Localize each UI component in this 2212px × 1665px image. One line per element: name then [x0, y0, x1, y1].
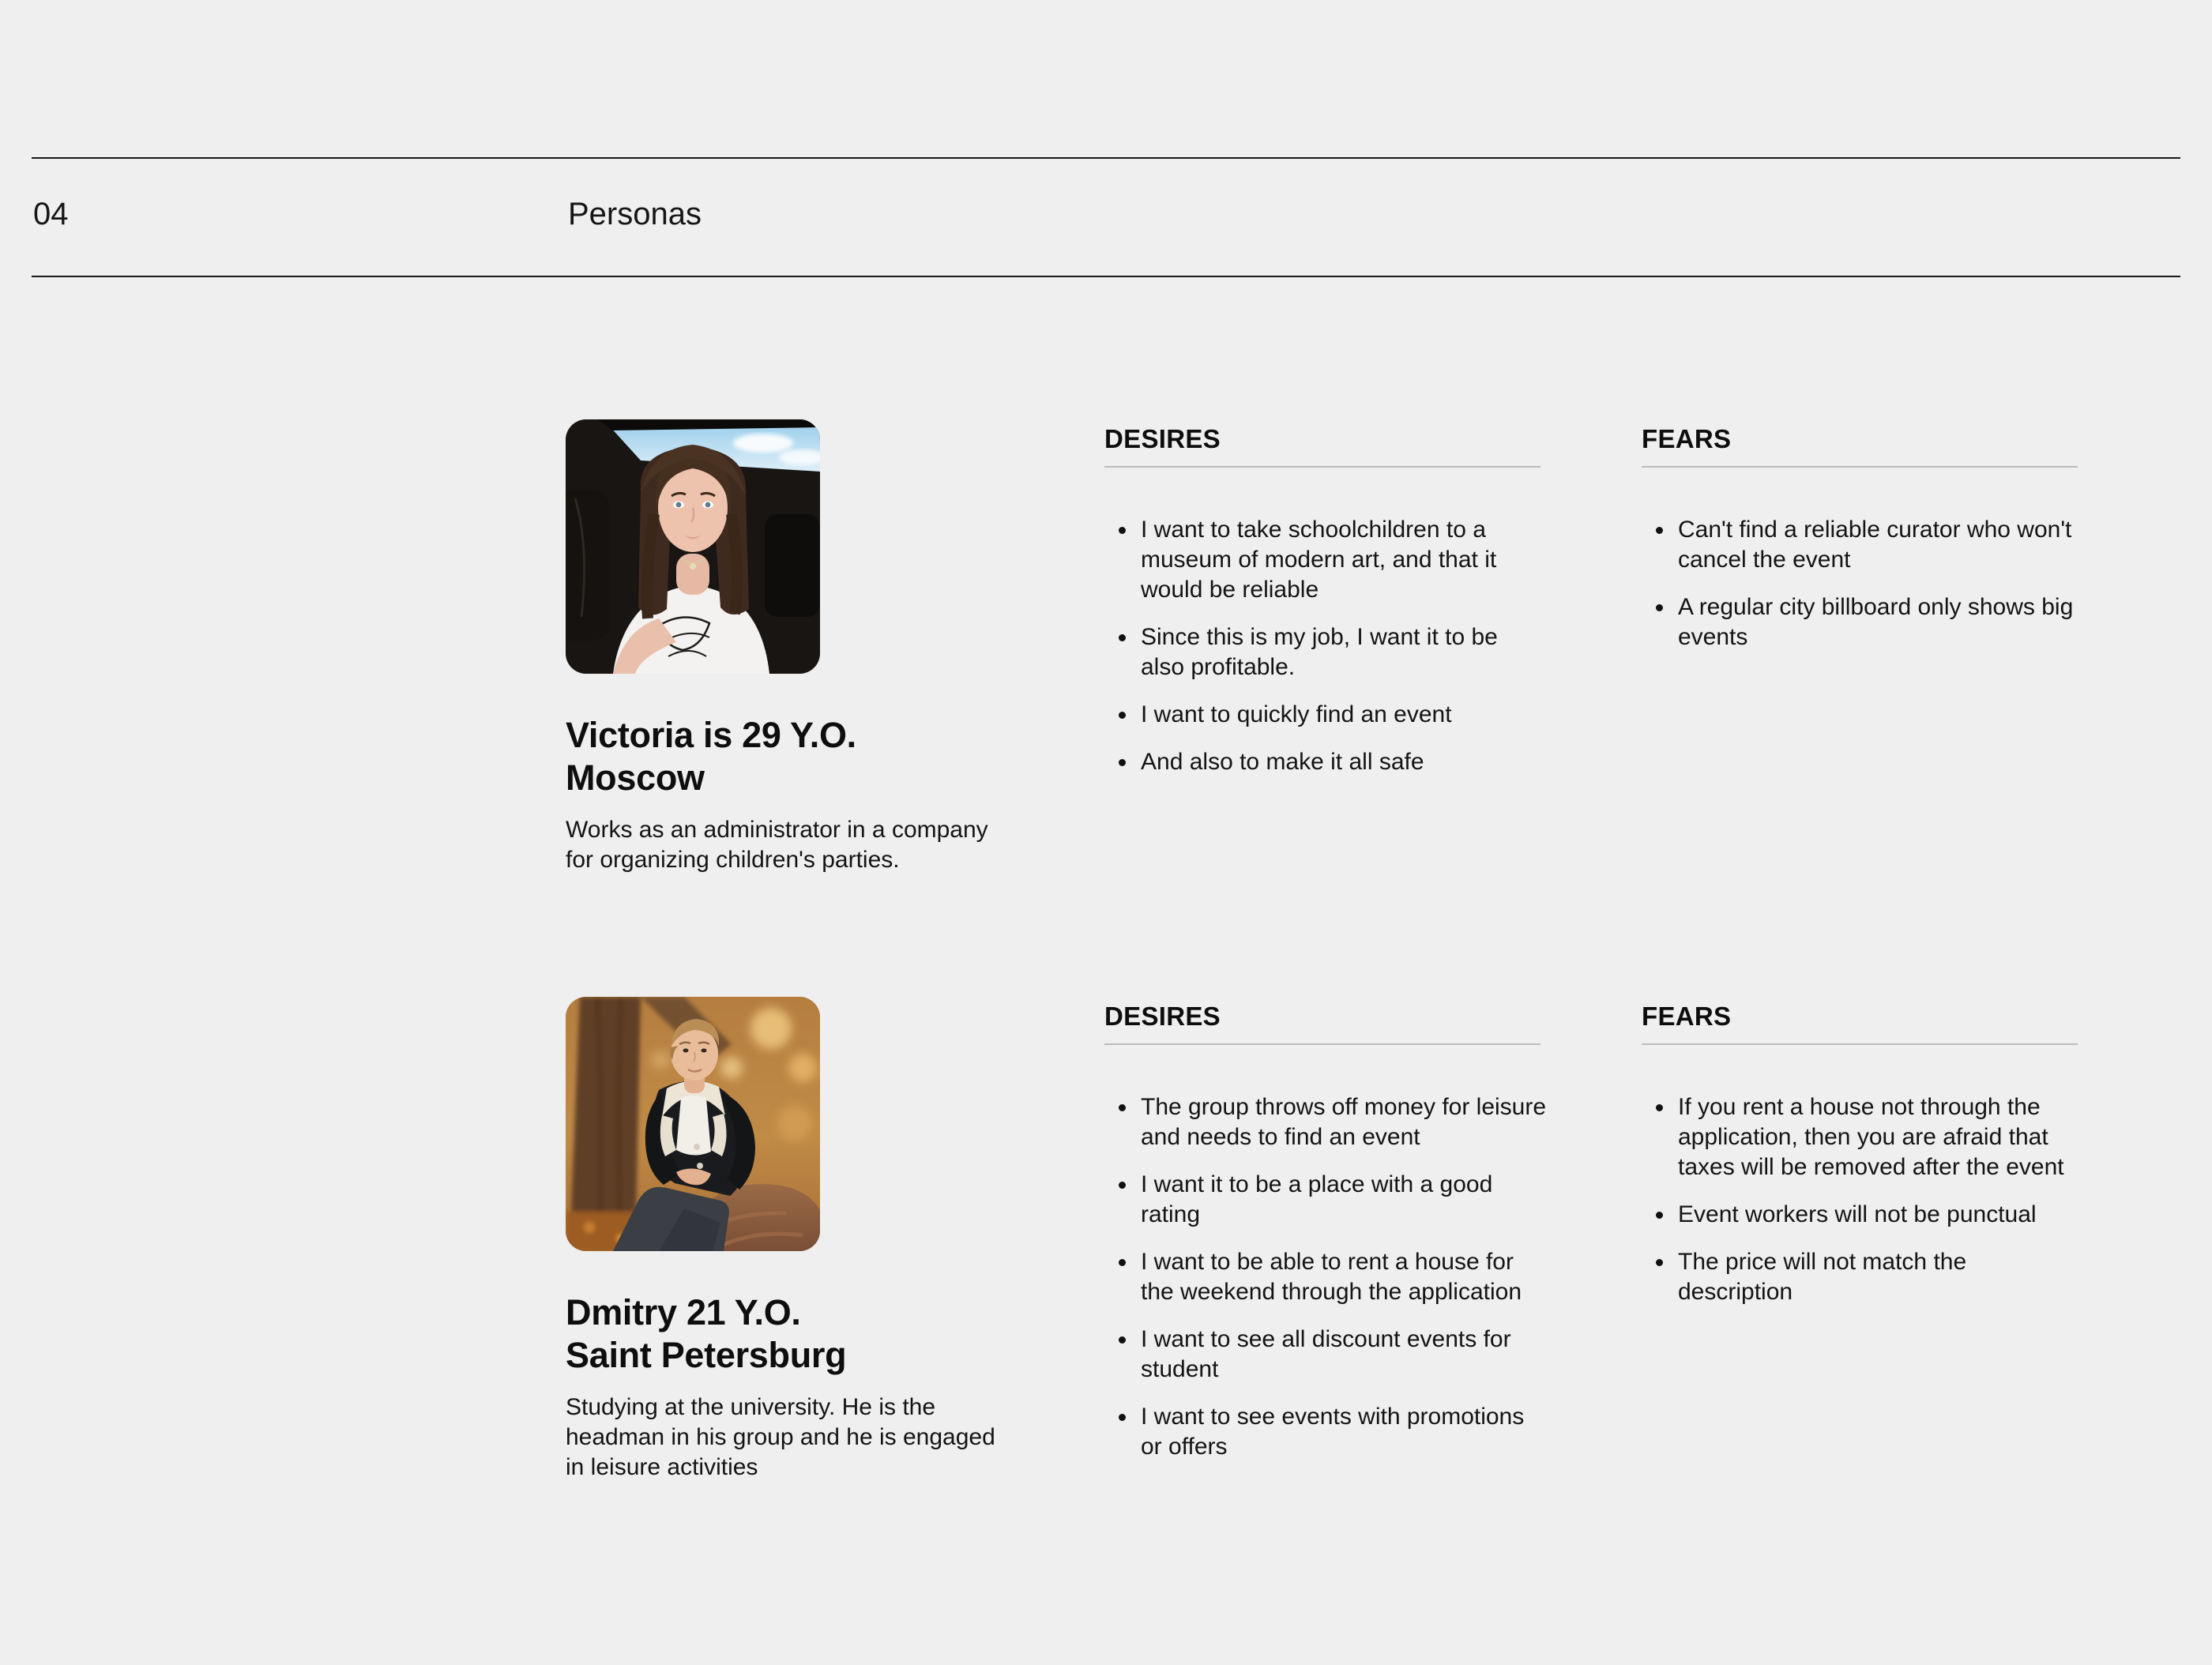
fears-list — [1642, 515, 2084, 652]
bullet-item: The group throws off money for leisure and needs to find an event — [1104, 1092, 1547, 1152]
desires-divider — [1104, 466, 1540, 468]
bullet-item: I want to quickly find an event — [1104, 700, 1547, 730]
persona-profile — [566, 419, 1013, 875]
desires-heading: DESIRES — [1104, 424, 1221, 453]
section-title: Personas — [568, 197, 702, 231]
bullet-item: I want to take schoolchildren to a museum of modern art, and that it would be reliable — [1104, 515, 1547, 605]
desires-heading: DESIRES — [1104, 1002, 1221, 1031]
persona-description: Studying at the university. He is the headman in his group and he is engaged in leisure activities — [566, 1394, 995, 1480]
persona-name-line: Victoria is 29 Y.O. — [566, 715, 856, 755]
bullet-item: If you rent a house not through the application, then you are afraid that taxes will be removed after the event — [1642, 1092, 2084, 1182]
bullet-item: A regular city billboard only shows big events — [1642, 592, 2084, 652]
desires-divider — [1104, 1043, 1540, 1045]
desires-list — [1104, 1092, 1547, 1462]
fears-divider — [1642, 466, 2078, 468]
bullet-item: Since this is my job, I want it to be also profitable. — [1104, 622, 1547, 682]
woman-car-selfie-illustration — [566, 419, 820, 674]
persona-name-line: Dmitry 21 Y.O. — [566, 1292, 801, 1332]
victoria-photo — [566, 419, 820, 674]
header-bottom-divider — [32, 276, 2180, 277]
fears-list — [1642, 1092, 2084, 1307]
bullet-item: I want to be able to rent a house for the weekend through the application — [1104, 1247, 1547, 1307]
bullet-item: And also to make it all safe — [1104, 747, 1547, 777]
fears-heading: FEARS — [1642, 424, 1732, 453]
dmitry-photo — [566, 997, 820, 1251]
persona-description: Works as an administrator in a company for organizing children's parties. — [566, 817, 988, 873]
fears-section — [1642, 419, 2084, 670]
bullet-item: I want it to be a place with a good rating — [1104, 1170, 1547, 1230]
persona-name — [566, 714, 1013, 799]
man-autumn-park-illustration — [566, 997, 820, 1251]
desires-section — [1104, 419, 1547, 795]
persona-name — [566, 1291, 1013, 1377]
section-number: 04 — [33, 197, 69, 231]
bullet-item: I want to see all discount events for student — [1104, 1325, 1547, 1385]
persona-location: Saint Petersburg — [566, 1335, 847, 1375]
bullet-item: Can't find a reliable curator who won't cancel the event — [1642, 515, 2084, 575]
fears-divider — [1642, 1043, 2078, 1045]
fears-heading: FEARS — [1642, 1002, 1732, 1031]
persona-profile — [566, 997, 1013, 1483]
bullet-item: Event workers will not be punctual — [1642, 1200, 2084, 1230]
desires-section — [1104, 997, 1547, 1479]
fears-section — [1642, 997, 2084, 1325]
persona-location: Moscow — [566, 757, 705, 798]
bullet-item: The price will not match the description — [1642, 1247, 2084, 1307]
bullet-item: I want to see events with promotions or offers — [1104, 1402, 1547, 1462]
header-top-divider — [32, 157, 2180, 159]
desires-list — [1104, 515, 1547, 777]
